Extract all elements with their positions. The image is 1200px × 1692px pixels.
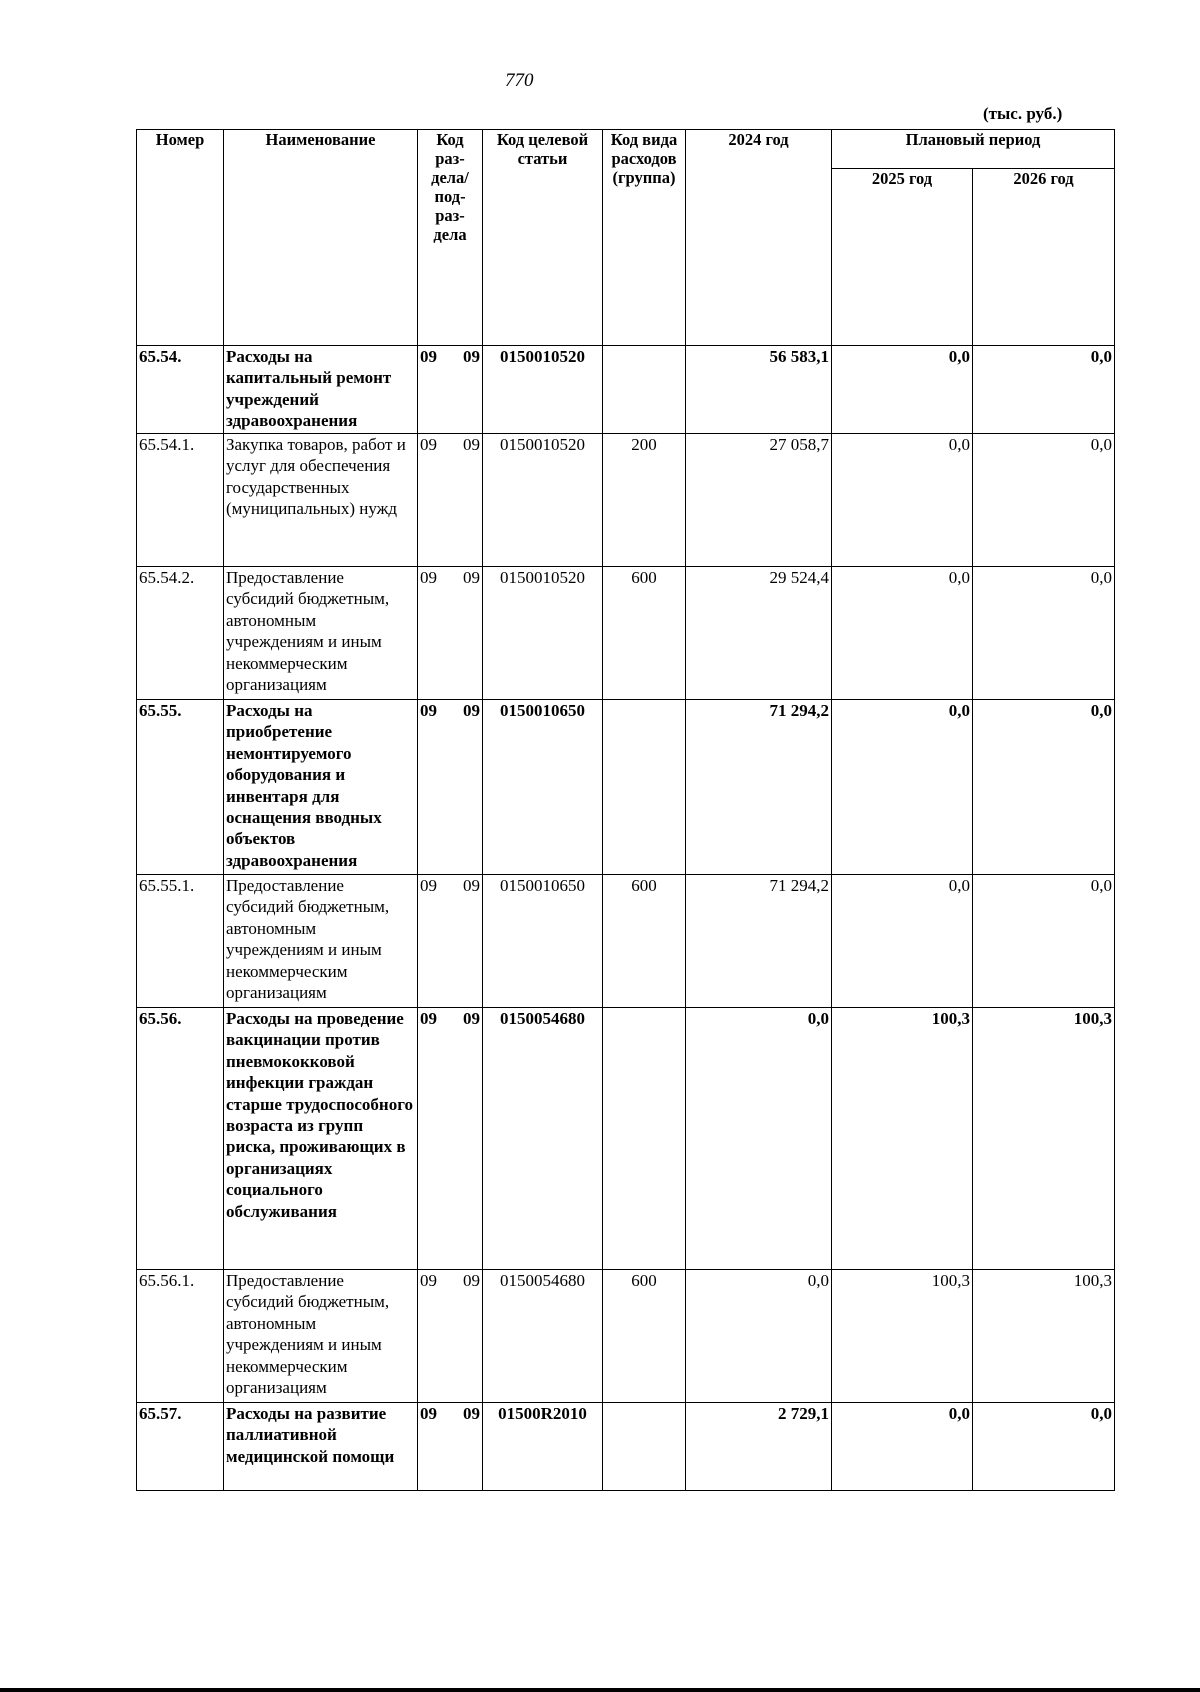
row-name: Предоставление субсидий бюджетным, автономным учреждениям и иным некоммерческим организациям <box>224 875 418 1008</box>
row-section-code <box>418 434 483 567</box>
razdel-code: 09 <box>420 347 437 366</box>
header-target: Код целевой статьи <box>483 130 603 346</box>
row-value-2026: 0,0 <box>973 875 1115 1008</box>
row-section-code <box>418 875 483 1008</box>
row-value-2026: 0,0 <box>973 567 1115 700</box>
row-name: Расходы на проведение вакцинации против пневмококковой инфекции граждан старше трудоспособного возраста из групп риска, проживающих в организациях социального обслуживания <box>224 1008 418 1270</box>
row-name: Предоставление субсидий бюджетным, автономным учреждениям и иным некоммерческим организациям <box>224 567 418 700</box>
podrazdel-code: 09 <box>463 1404 480 1423</box>
table-row <box>137 875 1115 1008</box>
table-row <box>137 1270 1115 1403</box>
row-target-code: 01500R2010 <box>483 1403 603 1491</box>
row-value-2026: 0,0 <box>973 346 1115 434</box>
row-value-2025: 0,0 <box>832 700 973 875</box>
razdel-code: 09 <box>420 876 437 895</box>
header-year-2024: 2024 год <box>686 130 832 346</box>
row-section-code <box>418 1270 483 1403</box>
bottom-border <box>0 1688 1200 1692</box>
row-value-2026: 0,0 <box>973 434 1115 567</box>
page-number: 770 <box>505 70 534 91</box>
row-value-2025: 0,0 <box>832 875 973 1008</box>
row-expense-group: 600 <box>603 875 686 1008</box>
table-row <box>137 700 1115 875</box>
units-label: (тыс. руб.) <box>983 104 1063 123</box>
table-row <box>137 567 1115 700</box>
row-value-2024: 27 058,7 <box>686 434 832 567</box>
row-name: Закупка товаров, работ и услуг для обеспечения государственных (муниципальных) нужд <box>224 434 418 567</box>
table-row <box>137 1403 1115 1491</box>
row-expense-group <box>603 700 686 875</box>
header-name: Наименование <box>224 130 418 346</box>
row-expense-group <box>603 346 686 434</box>
row-value-2025: 0,0 <box>832 434 973 567</box>
row-value-2025: 0,0 <box>832 1403 973 1491</box>
podrazdel-code: 09 <box>463 1271 480 1290</box>
table-row <box>137 1008 1115 1270</box>
row-section-code <box>418 1008 483 1270</box>
row-target-code: 0150054680 <box>483 1008 603 1270</box>
row-section-code <box>418 346 483 434</box>
table-row <box>137 346 1115 434</box>
row-target-code: 0150010520 <box>483 346 603 434</box>
row-expense-group: 600 <box>603 567 686 700</box>
header-number: Номер <box>137 130 224 346</box>
row-value-2026: 0,0 <box>973 700 1115 875</box>
podrazdel-code: 09 <box>463 701 480 720</box>
row-expense-group: 200 <box>603 434 686 567</box>
row-value-2024: 2 729,1 <box>686 1403 832 1491</box>
row-value-2025: 0,0 <box>832 346 973 434</box>
row-number: 65.56.1. <box>137 1270 224 1403</box>
row-value-2025: 100,3 <box>832 1008 973 1270</box>
row-section-code <box>418 700 483 875</box>
row-expense-group: 600 <box>603 1270 686 1403</box>
header-row-1 <box>137 130 1115 169</box>
row-value-2026: 0,0 <box>973 1403 1115 1491</box>
table-row <box>137 434 1115 567</box>
podrazdel-code: 09 <box>463 435 480 454</box>
podrazdel-code: 09 <box>463 347 480 366</box>
header-section: Код раз-дела/ под-раз-дела <box>418 130 483 346</box>
row-number: 65.55. <box>137 700 224 875</box>
podrazdel-code: 09 <box>463 1009 480 1028</box>
row-number: 65.55.1. <box>137 875 224 1008</box>
header-year-2026: 2026 год <box>973 169 1115 346</box>
razdel-code: 09 <box>420 435 437 454</box>
row-value-2024: 71 294,2 <box>686 875 832 1008</box>
row-number: 65.54.1. <box>137 434 224 567</box>
row-target-code: 0150010520 <box>483 434 603 567</box>
row-expense-group <box>603 1008 686 1270</box>
header-expense-type: Код вида расходов (группа) <box>603 130 686 346</box>
row-target-code: 0150010650 <box>483 875 603 1008</box>
row-value-2024: 56 583,1 <box>686 346 832 434</box>
row-value-2024: 71 294,2 <box>686 700 832 875</box>
row-number: 65.54.2. <box>137 567 224 700</box>
header-plan-period: Плановый период <box>832 130 1115 169</box>
razdel-code: 09 <box>420 1009 437 1028</box>
row-name: Расходы на капитальный ремонт учреждений здравоохранения <box>224 346 418 434</box>
row-number: 65.57. <box>137 1403 224 1491</box>
row-name: Предоставление субсидий бюджетным, автономным учреждениям и иным некоммерческим организациям <box>224 1270 418 1403</box>
row-value-2026: 100,3 <box>973 1008 1115 1270</box>
row-name: Расходы на развитие паллиативной медицинской помощи <box>224 1403 418 1491</box>
row-expense-group <box>603 1403 686 1491</box>
razdel-code: 09 <box>420 568 437 587</box>
header-year-2025: 2025 год <box>832 169 973 346</box>
row-number: 65.56. <box>137 1008 224 1270</box>
razdel-code: 09 <box>420 701 437 720</box>
budget-table <box>136 129 1115 1491</box>
row-section-code <box>418 1403 483 1491</box>
row-value-2024: 0,0 <box>686 1270 832 1403</box>
row-value-2025: 0,0 <box>832 567 973 700</box>
razdel-code: 09 <box>420 1404 437 1423</box>
row-value-2024: 29 524,4 <box>686 567 832 700</box>
podrazdel-code: 09 <box>463 876 480 895</box>
podrazdel-code: 09 <box>463 568 480 587</box>
row-target-code: 0150010520 <box>483 567 603 700</box>
row-value-2025: 100,3 <box>832 1270 973 1403</box>
row-name: Расходы на приобретение немонтируемого оборудования и инвентаря для оснащения вводных объектов здравоохранения <box>224 700 418 875</box>
row-number: 65.54. <box>137 346 224 434</box>
row-value-2024: 0,0 <box>686 1008 832 1270</box>
row-target-code: 0150010650 <box>483 700 603 875</box>
row-value-2026: 100,3 <box>973 1270 1115 1403</box>
razdel-code: 09 <box>420 1271 437 1290</box>
row-section-code <box>418 567 483 700</box>
row-target-code: 0150054680 <box>483 1270 603 1403</box>
